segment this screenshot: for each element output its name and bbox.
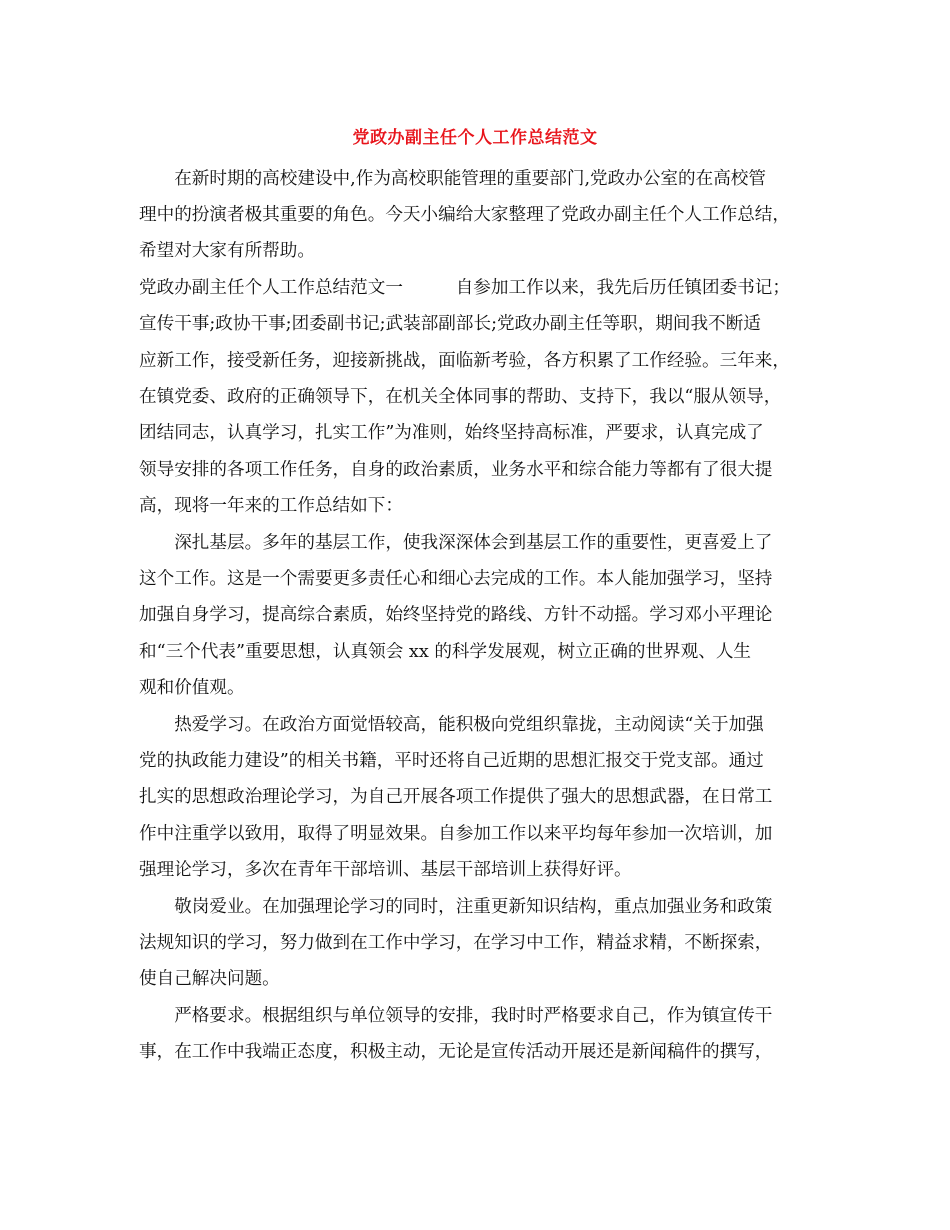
paragraph-line: 和“三个代表”重要思想，认真领会 xx 的科学发展观，树立正确的世界观、人生	[139, 642, 752, 662]
paragraph-line: 使自己解决问题。	[139, 969, 280, 989]
paragraph-line: 深扎基层。多年的基层工作，使我深深体会到基层工作的重要性，更喜爱上了	[139, 533, 773, 553]
paragraph-line: 领导安排的各项工作任务，自身的政治素质，业务水平和综合能力等都有了很大提	[139, 460, 773, 480]
paragraph-line: 严格要求。根据组织与单位领导的安排，我时时严格要求自己，作为镇宣传干	[139, 1006, 773, 1026]
paragraph-line: 观和价值观。	[139, 678, 245, 698]
paragraph-line: 党的执政能力建设”的相关书籍，平时还将自己近期的思想汇报交于党支部。通过	[139, 751, 764, 771]
paragraph-line: 法规知识的学习，努力做到在工作中学习，在学习中工作，精益求精，不断探索，	[139, 933, 773, 953]
paragraph-line: 团结同志，认真学习，扎实工作”为准则，始终坚持高标准，严要求，认真完成了	[139, 423, 764, 443]
paragraph-line: 强理论学习，多次在青年干部培训、基层干部培训上获得好评。	[139, 860, 632, 880]
paragraph-line: 扎实的思想政治理论学习，为自己开展各项工作提供了强大的思想武器，在日常工	[139, 787, 773, 807]
paragraph-line: 应新工作，接受新任务，迎接新挑战，面临新考验，各方积累了工作经验。三年来，	[139, 351, 790, 371]
paragraph-line: 热爱学习。在政治方面觉悟较高，能积极向党组织靠拢，主动阅读“关于加强	[139, 715, 764, 735]
paragraph-line: 党政办副主任个人工作总结范文一 自参加工作以来，我先后历任镇团委书记；	[139, 278, 790, 298]
paragraph-line: 作中注重学以致用，取得了明显效果。自参加工作以来平均每年参加一次培训，加	[139, 824, 773, 844]
paragraph-line: 加强自身学习，提高综合素质，始终坚持党的路线、方针不动摇。学习邓小平理论	[139, 605, 773, 625]
paragraph-line: 理中的扮演者极其重要的角色。今天小编给大家整理了党政办副主任个人工作总结，	[139, 205, 790, 225]
paragraph-line: 在镇党委、政府的正确领导下，在机关全体同事的帮助、支持下，我以“服从领导，	[139, 387, 782, 407]
paragraph-line: 在新时期的高校建设中,作为高校职能管理的重要部门,党政办公室的在高校管	[139, 169, 766, 189]
paragraph-line: 事，在工作中我端正态度，积极主动，无论是宣传活动开展还是新闻稿件的撰写，	[139, 1042, 773, 1062]
paragraph-line: 敬岗爱业。在加强理论学习的同时，注重更新知识结构，重点加强业务和政策	[139, 897, 773, 917]
document-title: 党政办副主任个人工作总结范文	[352, 128, 598, 148]
paragraph-line: 高，现将一年来的工作总结如下：	[139, 496, 403, 516]
paragraph-line: 宣传干事;政协干事;团委副书记;武装部副部长;党政办副主任等职，期间我不断适	[139, 314, 761, 334]
paragraph-line: 希望对大家有所帮助。	[139, 241, 315, 261]
paragraph-line: 这个工作。这是一个需要更多责任心和细心去完成的工作。本人能加强学习，坚持	[139, 569, 773, 589]
